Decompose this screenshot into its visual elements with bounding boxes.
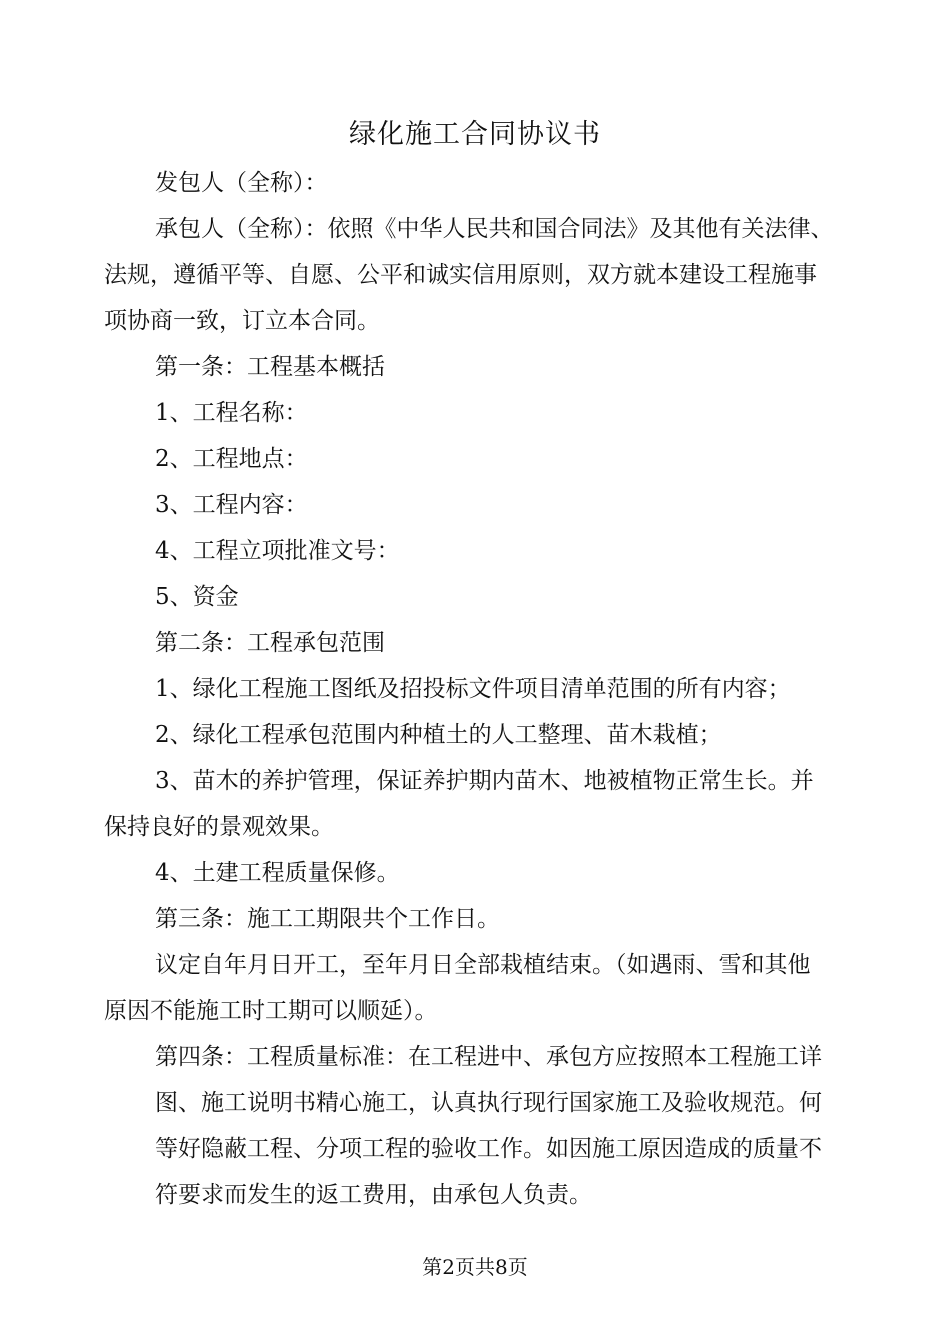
contract-line: 2、工程地点： — [155, 446, 308, 472]
contract-line: 第一条：工程基本概括 — [155, 354, 385, 380]
contract-line: 承包人（全称）：依照《中华人民共和国合同法》及其他有关法律、 — [155, 216, 834, 242]
document-title: 绿化施工合同协议书 — [349, 119, 601, 150]
contract-line: 5、资金 — [155, 584, 239, 610]
contract-line: 图、施工说明书精心施工，认真执行现行国家施工及验收规范。何 — [155, 1090, 822, 1116]
contract-line: 保持良好的景观效果。 — [104, 814, 334, 840]
contract-line: 发包人（全称）： — [155, 170, 328, 196]
contract-line: 1、工程名称： — [155, 400, 308, 426]
contract-line: 2、绿化工程承包范围内种植土的人工整理、苗木栽植； — [155, 722, 722, 748]
page-footer: 第2页共8页 — [422, 1255, 528, 1279]
contract-line: 等好隐蔽工程、分项工程的验收工作。如因施工原因造成的质量不 — [155, 1136, 822, 1162]
contract-line: 原因不能施工时工期可以顺延）。 — [104, 998, 438, 1024]
contract-line: 议定自年月日开工，至年月日全部栽植结束。（如遇雨、雪和其他 — [155, 952, 811, 978]
contract-line: 第二条：工程承包范围 — [155, 630, 385, 656]
contract-line: 1、绿化工程施工图纸及招投标文件项目清单范围的所有内容； — [155, 676, 791, 702]
contract-line: 项协商一致，订立本合同。 — [104, 308, 380, 334]
contract-line: 3、工程内容： — [155, 492, 308, 518]
contract-line: 4、工程立项批准文号： — [155, 538, 400, 564]
contract-line: 第四条：工程质量标准：在工程进中、承包方应按照本工程施工详 — [155, 1044, 822, 1070]
contract-line: 法规，遵循平等、自愿、公平和诚实信用原则，双方就本建设工程施事 — [104, 262, 817, 288]
contract-line: 3、苗木的养护管理，保证养护期内苗木、地被植物正常生长。并 — [155, 768, 814, 794]
contract-line: 第三条：施工工期限共个工作日。 — [155, 906, 500, 932]
contract-line: 4、土建工程质量保修。 — [155, 860, 400, 886]
contract-line: 符要求而发生的返工费用，由承包人负责。 — [155, 1182, 592, 1208]
